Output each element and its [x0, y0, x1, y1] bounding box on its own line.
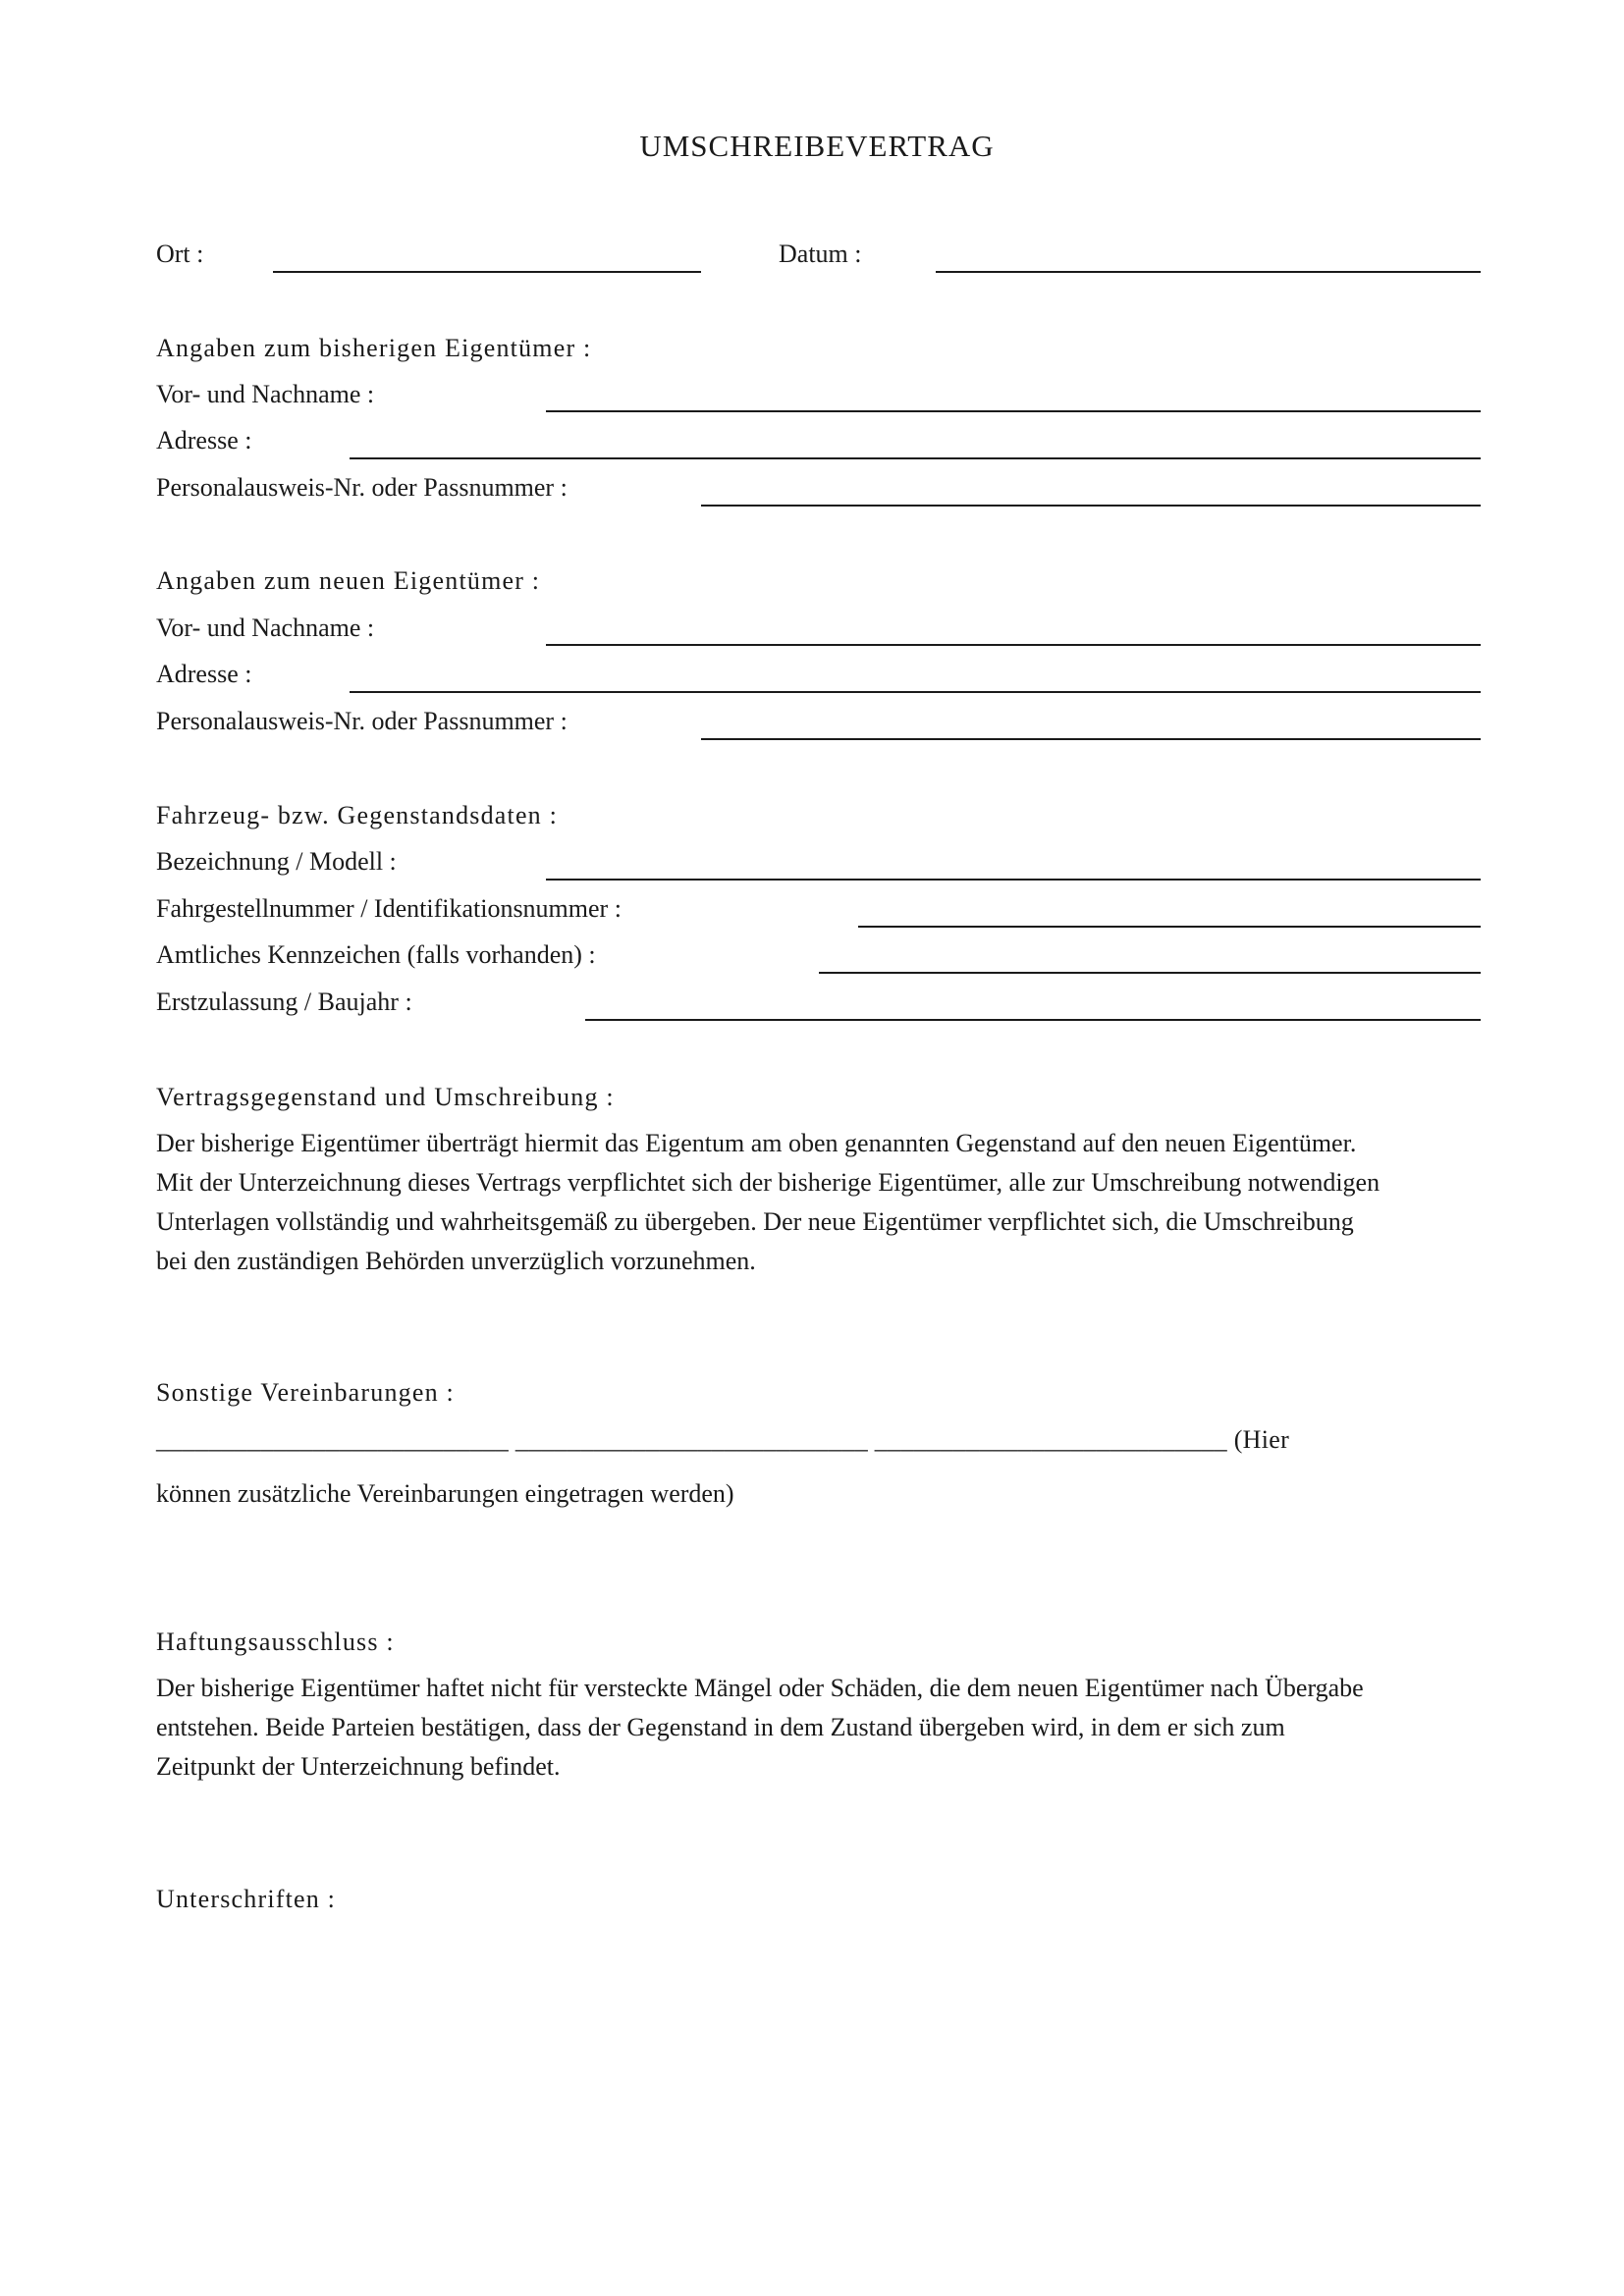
buyer-address-label: Adresse :	[156, 660, 252, 688]
buyer-id-label: Personalausweis-Nr. oder Passnummer :	[156, 707, 568, 735]
liability-heading: Haftungsausschluss :	[156, 1628, 395, 1656]
contract-line: bei den zuständigen Behörden unverzüglich vorzunehmen.	[156, 1247, 756, 1275]
vehicle-model-label: Bezeichnung / Modell :	[156, 847, 397, 876]
buyer-address-field[interactable]	[350, 691, 1481, 693]
contract-line: Unterlagen vollständig und wahrheitsgemäß zu übergeben. Der neue Eigentümer verpflichtet sich, die Umschreibung	[156, 1207, 1354, 1236]
signatures-heading: Unterschriften :	[156, 1885, 337, 1913]
other-agreements-field[interactable]: ___________________________ ___________________________ ___________________________ (Hier	[156, 1425, 1290, 1454]
vehicle-vin-field[interactable]	[858, 926, 1481, 928]
seller-id-field[interactable]	[701, 505, 1481, 507]
other-agreements-note: können zusätzliche Vereinbarungen eingetragen werden)	[156, 1479, 734, 1508]
datum-label: Datum :	[779, 240, 862, 268]
seller-heading: Angaben zum bisherigen Eigentümer :	[156, 334, 592, 362]
buyer-id-field[interactable]	[701, 738, 1481, 740]
vehicle-year-field[interactable]	[585, 1019, 1481, 1021]
ort-label: Ort :	[156, 240, 204, 268]
vehicle-plate-field[interactable]	[819, 972, 1481, 974]
contract-line: Mit der Unterzeichnung dieses Vertrags verpflichtet sich der bisherige Eigentümer, alle zur Umschreibung notwendigen	[156, 1168, 1380, 1197]
liability-paragraph	[156, 1669, 1364, 1787]
contract-heading: Vertragsgegenstand und Umschreibung :	[156, 1083, 615, 1111]
vehicle-model-field[interactable]	[546, 879, 1481, 881]
seller-id-label: Personalausweis-Nr. oder Passnummer :	[156, 473, 568, 502]
vehicle-plate-label: Amtliches Kennzeichen (falls vorhanden) :	[156, 940, 596, 969]
seller-name-field[interactable]	[546, 410, 1481, 412]
vehicle-year-label: Erstzulassung / Baujahr :	[156, 988, 412, 1016]
liability-line: entstehen. Beide Parteien bestätigen, dass der Gegenstand in dem Zustand übergeben wird, in dem er sich zum	[156, 1713, 1285, 1741]
other-heading: Sonstige Vereinbarungen :	[156, 1378, 455, 1407]
liability-line: Zeitpunkt der Unterzeichnung befindet.	[156, 1752, 561, 1781]
buyer-heading: Angaben zum neuen Eigentümer :	[156, 566, 541, 595]
buyer-name-field[interactable]	[546, 644, 1481, 646]
liability-line: Der bisherige Eigentümer haftet nicht für versteckte Mängel oder Schäden, die dem neuen Eigentümer nach Übergabe	[156, 1674, 1364, 1702]
seller-address-label: Adresse :	[156, 426, 252, 454]
vehicle-vin-label: Fahrgestellnummer / Identifikationsnummer :	[156, 894, 622, 923]
vehicle-heading: Fahrzeug- bzw. Gegenstandsdaten :	[156, 801, 559, 829]
buyer-name-label: Vor- und Nachname :	[156, 614, 375, 642]
ort-field[interactable]	[273, 271, 701, 273]
seller-name-label: Vor- und Nachname :	[156, 380, 375, 408]
datum-field[interactable]	[936, 271, 1481, 273]
seller-address-field[interactable]	[350, 457, 1481, 459]
contract-line: Der bisherige Eigentümer überträgt hiermit das Eigentum am oben genannten Gegenstand auf den neuen Eigentümer.	[156, 1129, 1357, 1157]
contract-paragraph	[156, 1124, 1380, 1281]
document-title: UMSCHREIBEVERTRAG	[639, 129, 995, 163]
